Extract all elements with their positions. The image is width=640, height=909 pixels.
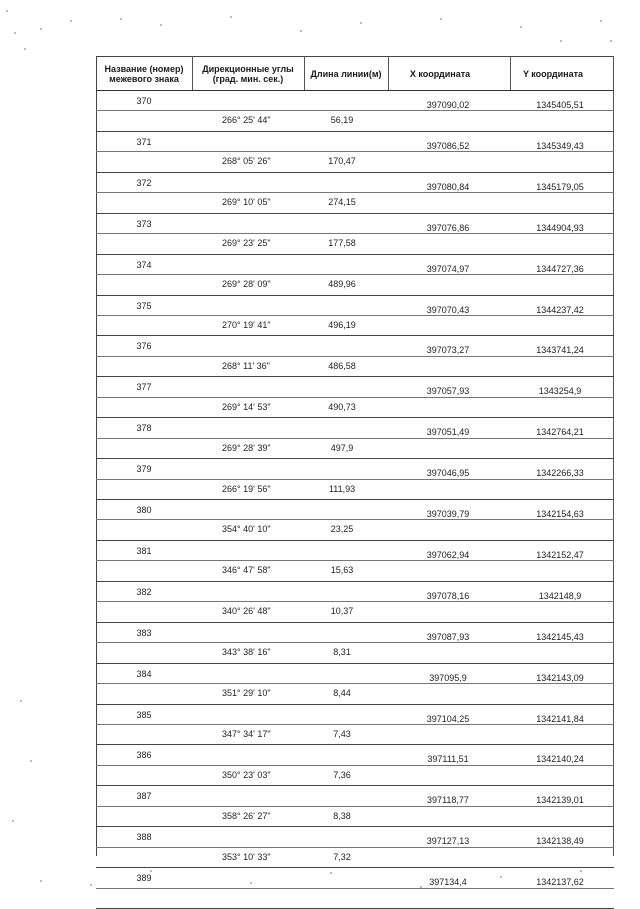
row-divider xyxy=(96,479,614,480)
point-y-coordinate: 1342138,49 xyxy=(536,836,584,847)
point-name: 383 xyxy=(136,627,152,638)
point-y-coordinate: 1342266,33 xyxy=(536,468,584,479)
row-divider xyxy=(96,254,614,255)
point-x-coordinate: 397080,84 xyxy=(426,181,470,192)
segment-length: 15,63 xyxy=(330,565,354,576)
row-divider xyxy=(96,683,614,684)
point-x-coordinate: 397076,86 xyxy=(426,222,470,233)
point-name: 376 xyxy=(136,341,152,352)
scan-speck xyxy=(160,24,162,26)
scan-speck xyxy=(90,884,92,886)
point-x-coordinate: 397057,93 xyxy=(426,386,470,397)
header-column-separator xyxy=(304,56,305,90)
point-x-coordinate: 397073,27 xyxy=(426,345,470,356)
point-name: 370 xyxy=(136,96,152,106)
segment-length: 7,32 xyxy=(333,851,351,862)
segment-angle: 358° 26' 27" xyxy=(222,810,271,821)
point-y-coordinate: 1344237,42 xyxy=(536,304,584,315)
header-column-separator xyxy=(510,56,511,90)
point-name: 384 xyxy=(136,668,152,679)
point-y-coordinate: 1342154,63 xyxy=(536,509,584,519)
row-divider xyxy=(96,192,614,193)
header-name: Название (номер) межевого знака xyxy=(104,63,184,84)
point-y-coordinate: 1343741,24 xyxy=(536,345,584,356)
row-divider xyxy=(96,376,614,377)
scan-speck xyxy=(6,10,8,12)
point-x-coordinate: 397039,79 xyxy=(426,509,470,519)
point-name: 385 xyxy=(136,709,152,720)
row-divider xyxy=(96,540,614,541)
segment-length: 8,38 xyxy=(333,810,351,821)
scan-speck xyxy=(230,16,232,18)
scan-speck xyxy=(360,22,362,24)
scan-speck xyxy=(24,48,26,50)
point-name: 372 xyxy=(136,177,152,188)
point-name: 375 xyxy=(136,300,152,311)
point-x-coordinate: 397134,4 xyxy=(429,877,467,888)
row-divider xyxy=(96,315,614,316)
scan-speck xyxy=(500,876,502,878)
point-y-coordinate: 1342148,9 xyxy=(538,590,582,601)
segment-length: 8,31 xyxy=(333,647,351,658)
point-x-coordinate: 397078,16 xyxy=(426,590,470,601)
row-divider xyxy=(96,356,614,357)
row-divider xyxy=(96,172,614,173)
scan-speck xyxy=(120,18,122,20)
row-divider xyxy=(96,151,614,152)
point-name: 378 xyxy=(136,423,152,434)
scan-speck xyxy=(330,872,332,874)
segment-length: 177,58 xyxy=(328,238,356,249)
scan-speck xyxy=(40,880,42,882)
point-y-coordinate: 1343254,9 xyxy=(538,386,582,397)
row-divider xyxy=(96,826,614,827)
segment-length: 10,37 xyxy=(330,606,354,617)
point-name: 379 xyxy=(136,464,152,475)
row-divider xyxy=(96,335,614,336)
row-divider xyxy=(96,663,614,664)
segment-angle: 269° 23' 25" xyxy=(222,238,271,249)
row-divider xyxy=(96,601,614,602)
segment-angle: 340° 26' 48" xyxy=(222,606,271,617)
point-name: 380 xyxy=(136,505,152,515)
segment-length: 274,15 xyxy=(328,197,356,208)
scan-speck xyxy=(610,40,612,42)
point-y-coordinate: 1342764,21 xyxy=(536,427,584,438)
point-y-coordinate: 1345349,43 xyxy=(536,140,584,151)
row-divider xyxy=(96,785,614,786)
scan-speck xyxy=(420,886,422,888)
scan-speck xyxy=(300,30,302,32)
segment-angle: 351° 29' 10" xyxy=(222,688,271,699)
point-x-coordinate: 397104,25 xyxy=(426,713,470,724)
table-left-border xyxy=(96,56,97,856)
segment-length: 56,19 xyxy=(330,115,354,126)
segment-angle: 350° 23' 03" xyxy=(222,769,271,780)
row-divider xyxy=(96,724,614,725)
row-divider xyxy=(96,438,614,439)
row-divider xyxy=(96,765,614,766)
row-divider xyxy=(96,581,614,582)
segment-angle: 269° 14' 53" xyxy=(222,401,271,412)
point-x-coordinate: 397051,49 xyxy=(426,427,470,438)
segment-length: 8,44 xyxy=(333,688,351,699)
row-divider xyxy=(96,806,614,807)
row-divider xyxy=(96,274,614,275)
point-name: 382 xyxy=(136,586,152,597)
point-y-coordinate: 1342139,01 xyxy=(536,795,584,806)
segment-length: 170,47 xyxy=(328,156,356,167)
segment-length: 497,9 xyxy=(330,442,354,453)
scan-speck xyxy=(14,32,16,34)
point-x-coordinate: 397090,02 xyxy=(426,100,470,110)
scan-speck xyxy=(30,760,32,762)
row-divider xyxy=(96,744,614,745)
header-column-separator xyxy=(192,56,193,90)
segment-angle: 347° 34' 17" xyxy=(222,728,271,739)
segment-angle: 269° 28' 09" xyxy=(222,279,271,290)
segment-angle: 268° 11' 36" xyxy=(222,360,270,371)
segment-length: 7,36 xyxy=(333,769,351,780)
segment-angle: 266° 19' 56" xyxy=(222,483,271,494)
segment-angle: 354° 40' 10" xyxy=(222,524,271,535)
point-name: 373 xyxy=(136,218,152,229)
segment-angle: 266° 25' 44" xyxy=(222,115,271,126)
scan-speck xyxy=(440,18,442,20)
header-column-separator xyxy=(388,56,389,90)
row-divider xyxy=(96,622,614,623)
point-x-coordinate: 397086,52 xyxy=(426,140,470,151)
point-name: 389 xyxy=(136,873,152,884)
point-y-coordinate: 1342152,47 xyxy=(536,549,584,560)
point-name: 388 xyxy=(136,832,152,843)
segment-angle: 268° 05' 26" xyxy=(222,156,271,167)
segment-length: 489,96 xyxy=(328,279,356,290)
point-y-coordinate: 1344727,36 xyxy=(536,263,584,274)
scan-speck xyxy=(20,700,22,702)
segment-length: 490,73 xyxy=(328,401,356,412)
segment-angle: 269° 28' 39" xyxy=(222,442,271,453)
table-right-border xyxy=(613,56,614,856)
point-y-coordinate: 1342137,62 xyxy=(536,877,584,888)
header-y: Y координата xyxy=(522,68,584,79)
segment-angle: 343° 38' 16" xyxy=(222,647,271,658)
row-divider xyxy=(96,867,614,868)
row-divider xyxy=(96,131,614,132)
row-divider xyxy=(96,499,614,500)
point-x-coordinate: 397095,9 xyxy=(429,672,467,683)
point-name: 387 xyxy=(136,791,152,802)
point-x-coordinate: 397111,51 xyxy=(427,754,469,765)
segment-length: 23,25 xyxy=(330,524,354,535)
segment-length: 111,93 xyxy=(328,483,356,494)
scan-speck xyxy=(150,870,152,872)
point-name: 386 xyxy=(136,750,152,761)
segment-angle: 353° 10' 33" xyxy=(222,851,271,862)
segment-angle: 269° 10' 05" xyxy=(222,197,271,208)
scan-speck xyxy=(560,40,562,42)
segment-angle: 346° 47' 58" xyxy=(222,565,271,576)
row-divider xyxy=(96,519,614,520)
point-y-coordinate: 1342140,24 xyxy=(536,754,584,765)
scan-speck xyxy=(520,26,522,28)
scan-speck xyxy=(580,870,582,872)
scan-speck xyxy=(12,820,14,822)
point-name: 371 xyxy=(136,136,152,147)
scan-speck xyxy=(40,28,42,30)
point-y-coordinate: 1344904,93 xyxy=(536,222,584,233)
row-divider xyxy=(96,213,614,214)
header-x: X координата xyxy=(409,68,471,79)
row-divider xyxy=(96,295,614,296)
point-x-coordinate: 397062,94 xyxy=(426,549,470,560)
point-x-coordinate: 397046,95 xyxy=(426,468,470,479)
row-divider xyxy=(96,560,614,561)
point-x-coordinate: 397087,93 xyxy=(426,631,470,642)
header-length: Длина линии(м) xyxy=(310,68,382,79)
point-name: 381 xyxy=(136,545,152,556)
point-x-coordinate: 397074,97 xyxy=(426,263,470,274)
segment-length: 486,58 xyxy=(328,360,356,371)
row-divider xyxy=(96,417,614,418)
point-x-coordinate: 397127,13 xyxy=(426,836,470,847)
point-y-coordinate: 1345179,05 xyxy=(536,181,584,192)
row-divider xyxy=(96,110,614,111)
row-divider xyxy=(96,642,614,643)
row-divider xyxy=(96,888,614,889)
point-y-coordinate: 1342143,09 xyxy=(536,672,584,683)
point-y-coordinate: 1345405,51 xyxy=(536,100,584,110)
header-angle: Дирекционные углы (град. мин. сек.) xyxy=(202,63,294,84)
point-y-coordinate: 1342141,84 xyxy=(536,713,584,724)
segment-length: 7,43 xyxy=(333,728,351,739)
point-y-coordinate: 1342145,43 xyxy=(536,631,584,642)
row-divider xyxy=(96,397,614,398)
point-name: 374 xyxy=(136,259,152,270)
row-divider xyxy=(96,704,614,705)
point-x-coordinate: 397070,43 xyxy=(426,304,470,315)
point-x-coordinate: 397118,77 xyxy=(427,795,469,806)
row-divider xyxy=(96,458,614,459)
scan-speck xyxy=(70,20,72,22)
point-name: 377 xyxy=(136,382,152,393)
scan-speck xyxy=(600,20,602,22)
table-header xyxy=(96,57,614,91)
scan-speck xyxy=(250,882,252,884)
segment-angle: 270° 19' 41" xyxy=(222,319,271,330)
row-divider xyxy=(96,847,614,848)
segment-length: 496,19 xyxy=(328,319,356,330)
row-divider xyxy=(96,233,614,234)
